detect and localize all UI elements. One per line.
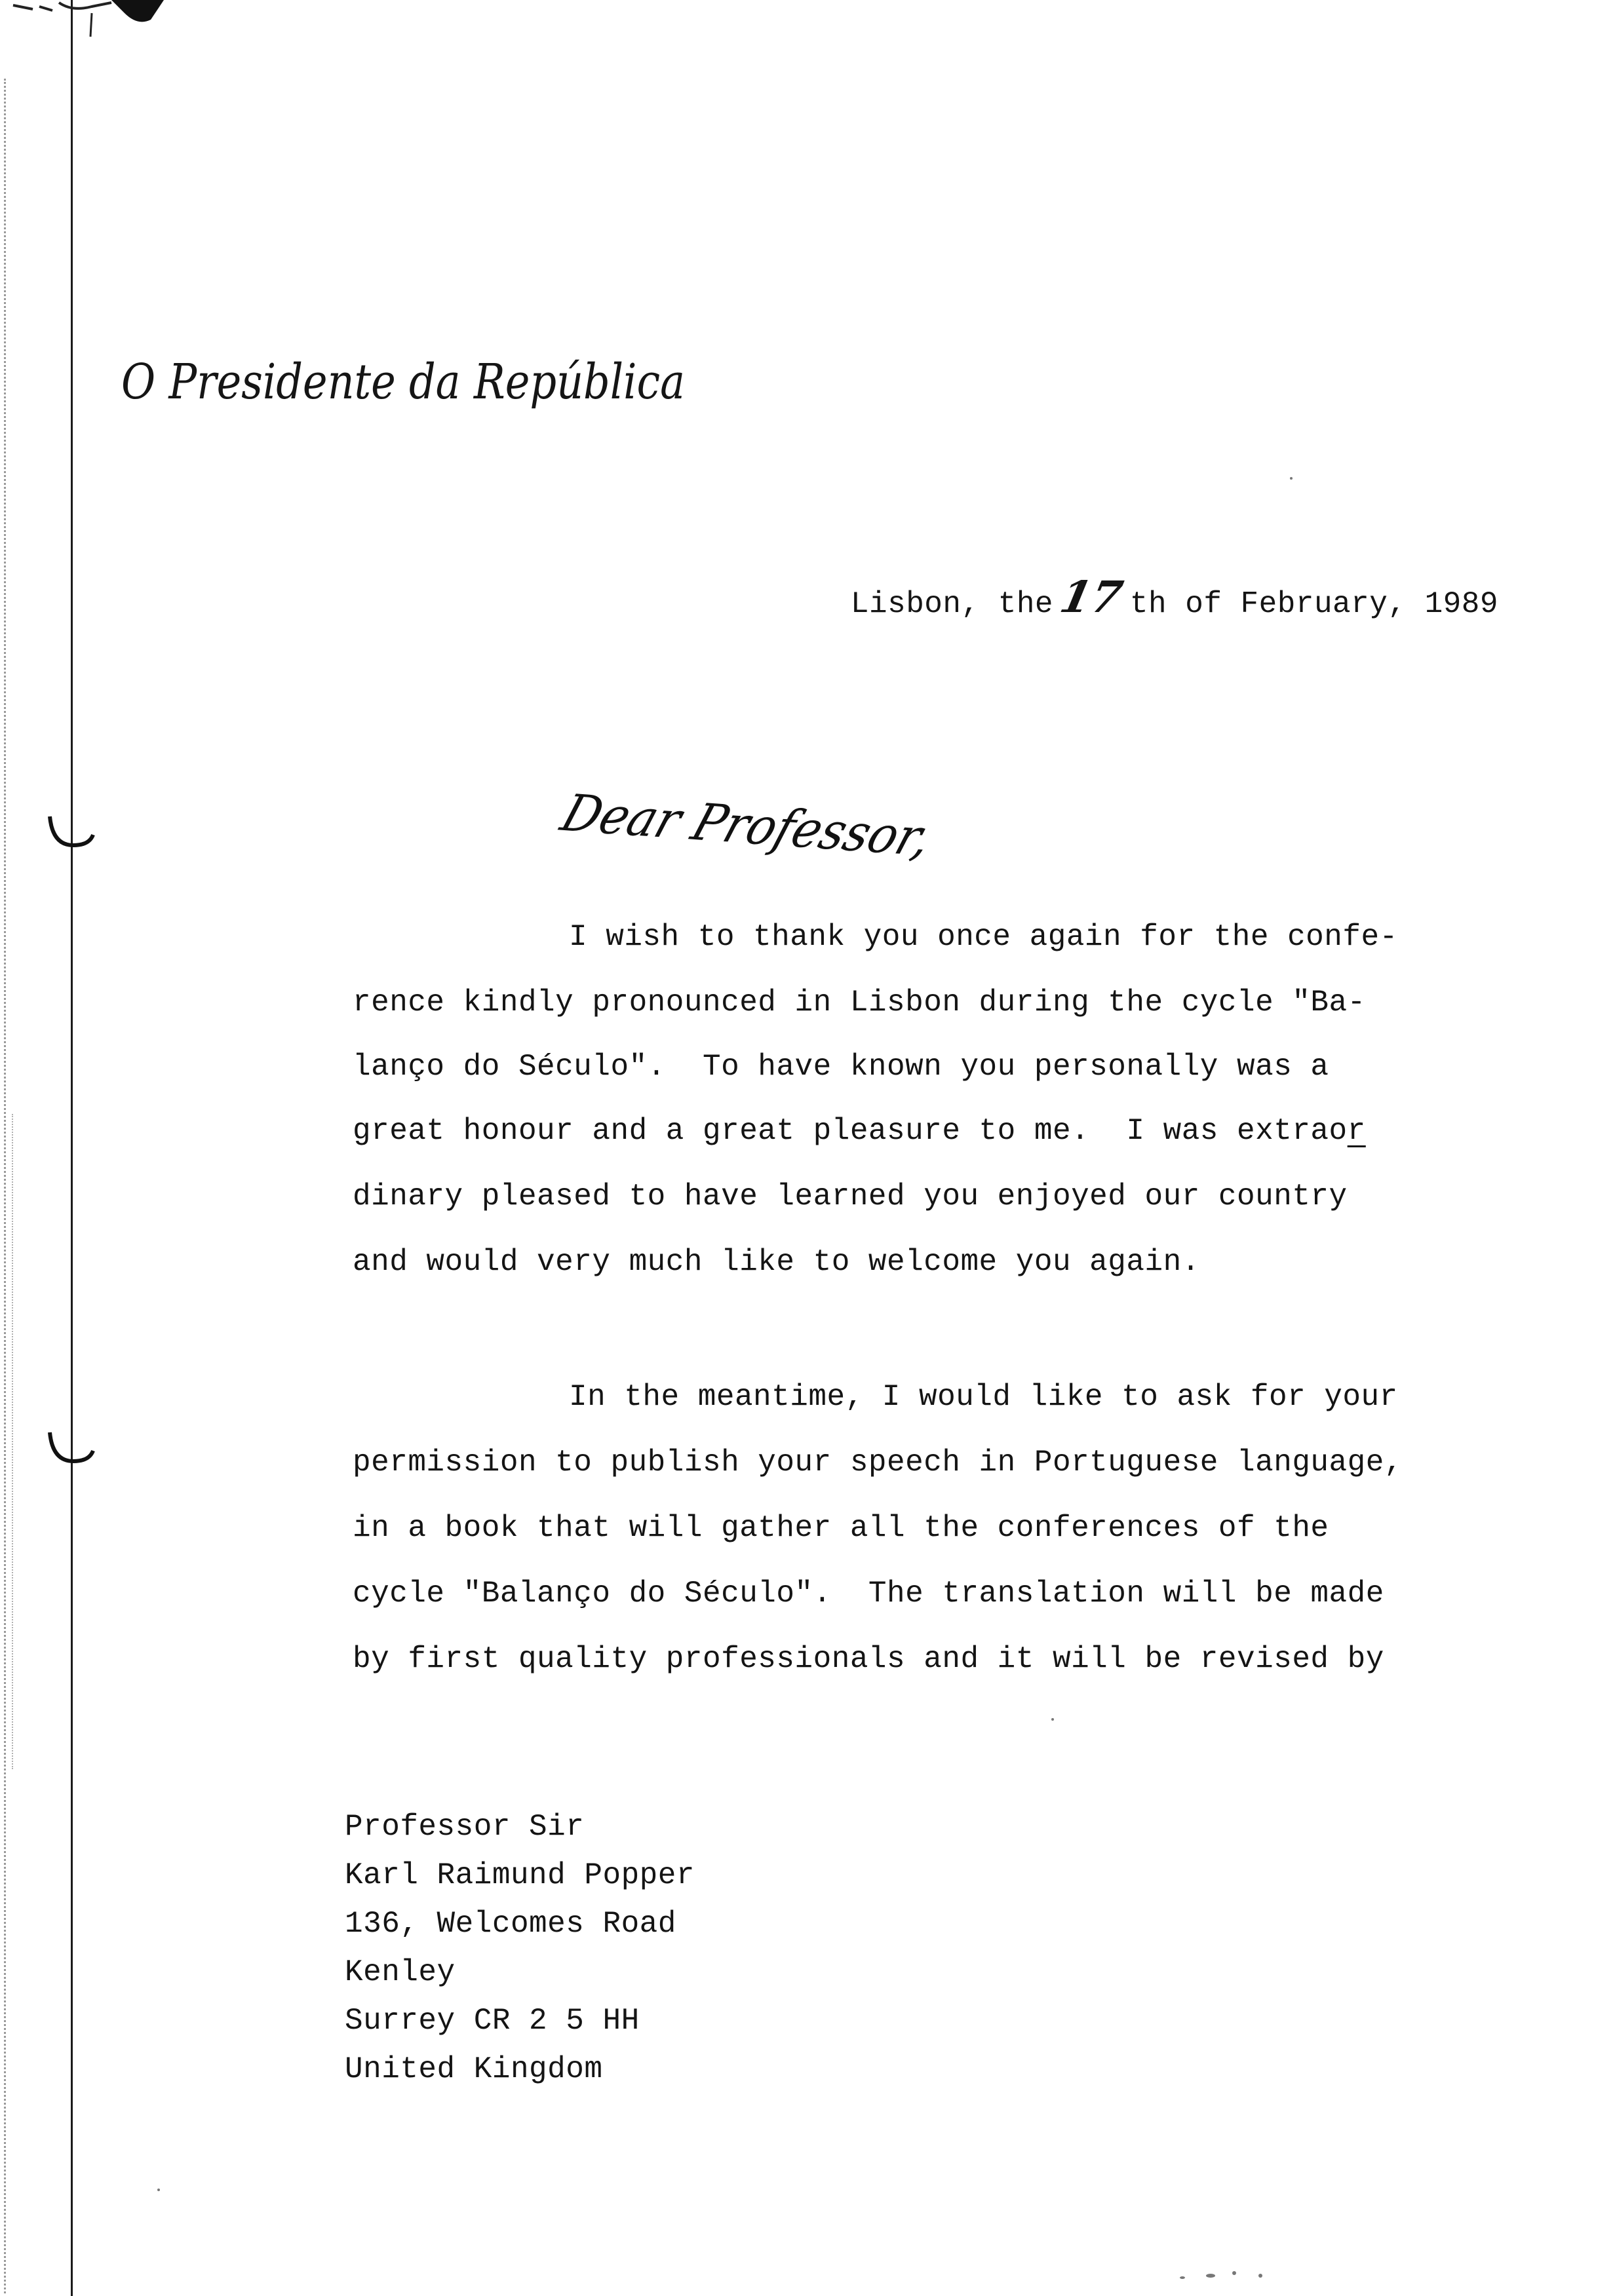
paragraph1-line: lanço do Século". To have known you personally was a: [353, 1050, 1329, 1084]
paragraph1-line-text: great honour and a great pleasure to me. I was extrao: [353, 1114, 1348, 1148]
scan-speck: [1180, 2276, 1185, 2279]
address-line: Karl Raimund Popper: [345, 1858, 695, 1892]
paragraph2-line: cycle "Balanço do Século". The translation will be made: [353, 1577, 1384, 1611]
paragraph1-line: [353, 1114, 1366, 1148]
date-suffix: th of February, 1989: [1129, 587, 1498, 621]
scan-speck: [1051, 1718, 1054, 1721]
address-line: United Kingdom: [345, 2052, 603, 2086]
address-line: 136, Welcomes Road: [345, 1907, 676, 1941]
paragraph1-line: I wish to thank you once again for the confe-: [569, 920, 1398, 954]
salutation-text: Dear Professor,: [554, 782, 972, 870]
paragraph2-line: In the meantime, I would like to ask for your: [569, 1380, 1398, 1414]
address-line: Surrey CR 2 5 HH: [345, 2004, 640, 2038]
date-day-handwritten: 17: [1055, 571, 1128, 622]
scan-speck: [1232, 2271, 1236, 2275]
scan-speck: [157, 2189, 160, 2191]
paragraph2-line: in a book that will gather all the conferences of the: [353, 1511, 1329, 1545]
paragraph1-line: and would very much like to welcome you again.: [353, 1245, 1200, 1279]
date-prefix: Lisbon, the: [850, 587, 1054, 621]
address-line: Professor Sir: [345, 1810, 585, 1844]
paragraph2-line: by first quality professionals and it will be revised by: [353, 1642, 1384, 1676]
paragraph1-line: rence kindly pronounced in Lisbon during the cycle "Ba-: [353, 985, 1366, 1020]
scan-speck: [1206, 2274, 1215, 2278]
paragraph1-line: dinary pleased to have learned you enjoyed our country: [353, 1179, 1348, 1214]
address-line: Kenley: [345, 1955, 456, 1989]
paragraph2-line: permission to publish your speech in Portuguese language,: [353, 1445, 1403, 1480]
underlined-char: r: [1347, 1114, 1366, 1148]
letterhead-text: O Presidente da República: [121, 354, 685, 410]
scan-speck: [1290, 477, 1293, 480]
scan-speck: [1258, 2274, 1262, 2278]
